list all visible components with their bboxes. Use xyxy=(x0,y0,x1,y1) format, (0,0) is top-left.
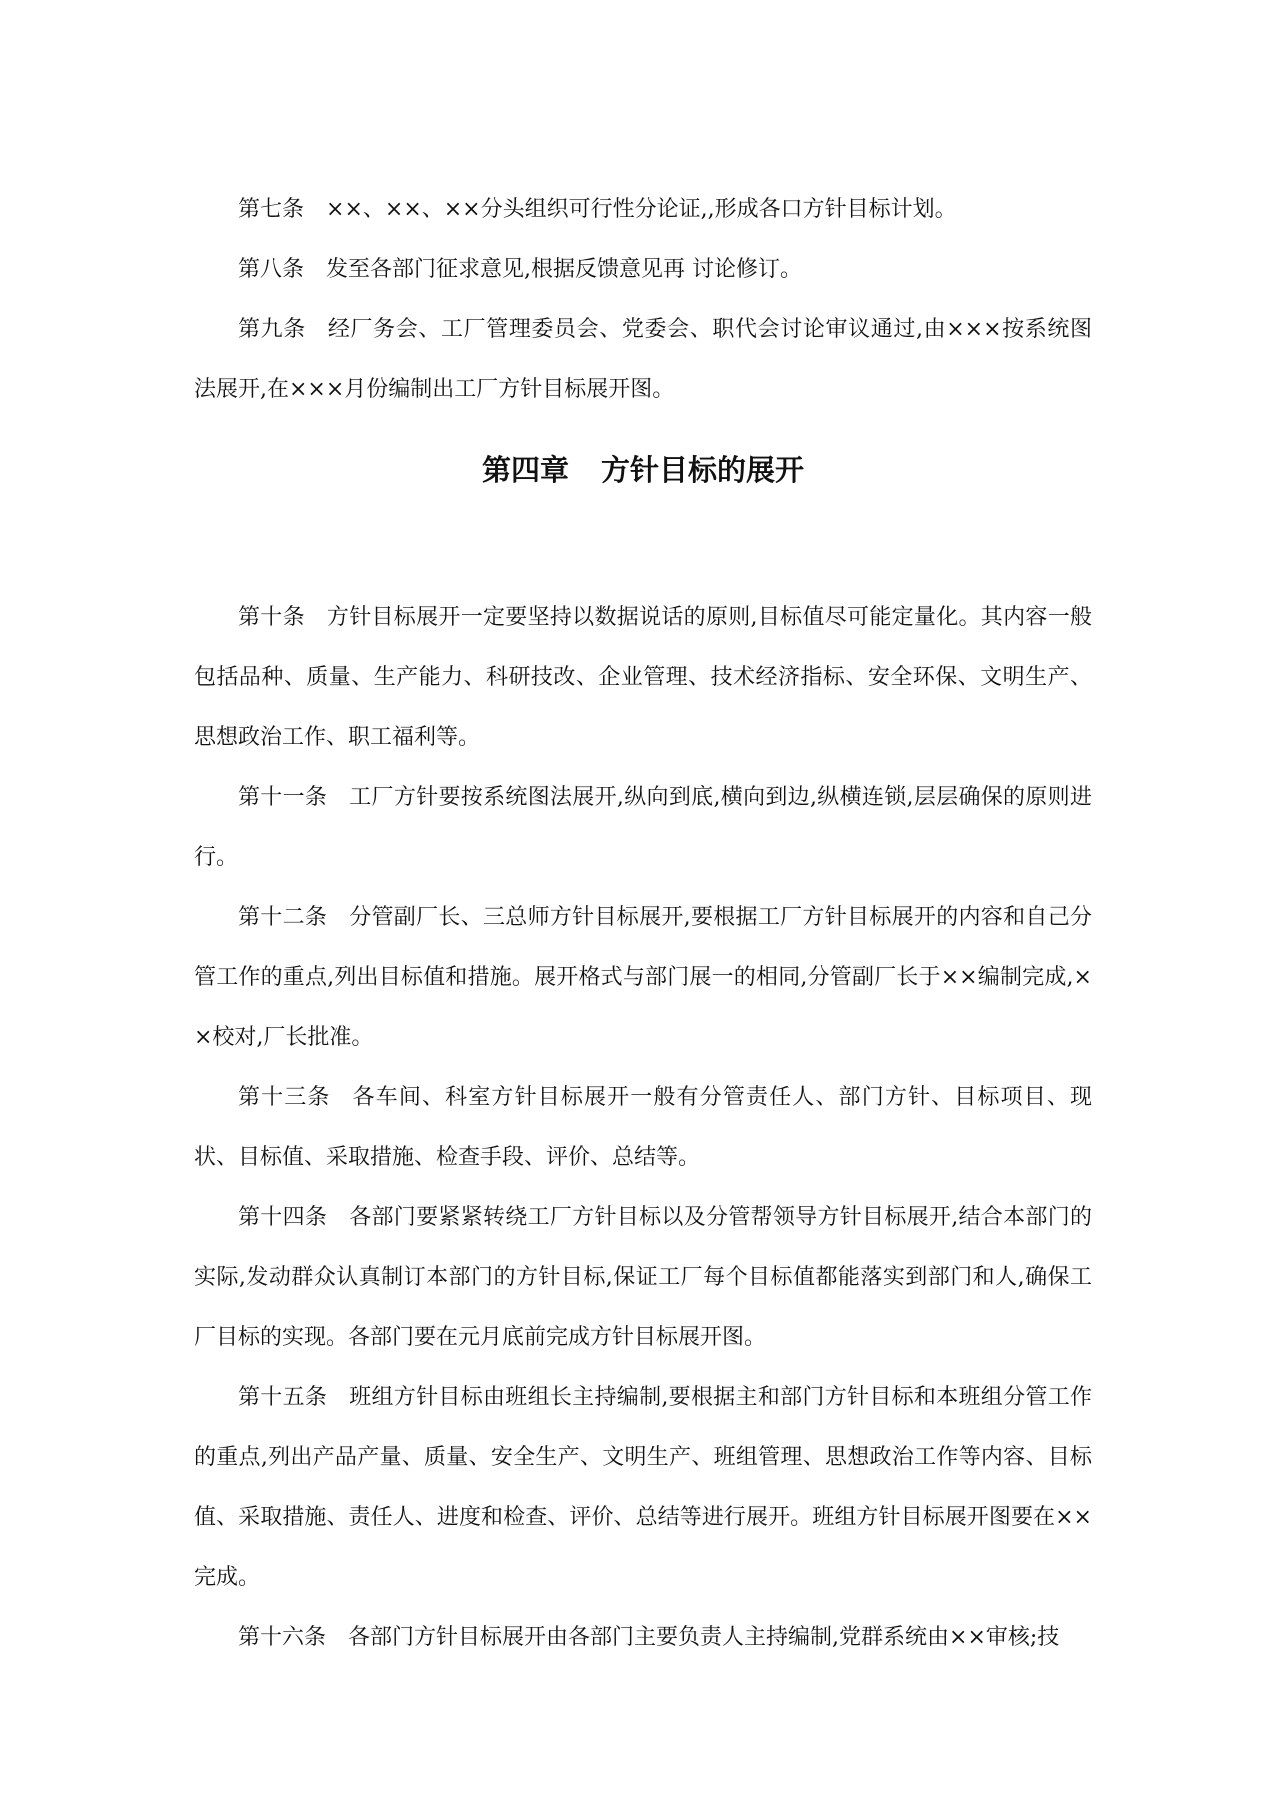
article-text: 分管副厂长、三总师方针目标展开,要根据工厂方针目标展开的内容和自己分管工作的重点,列出目标值和措施。展开格式与部门展一的相同,分管副厂长于××编制完成,××校对,厂长批准。 xyxy=(194,905,1092,1050)
article-number: 第十二条 xyxy=(238,905,328,930)
chapter-title: 方针目标的展开 xyxy=(601,453,805,487)
article-9 xyxy=(194,300,1092,420)
document-body xyxy=(194,180,1092,1668)
article-8 xyxy=(194,240,1092,300)
article-text: 各部门方针目标展开由各部门主要负责人主持编制,党群系统由××审核;技 xyxy=(348,1625,1060,1650)
article-number: 第七条 xyxy=(238,197,305,222)
article-10 xyxy=(194,588,1092,768)
article-number: 第十三条 xyxy=(238,1085,331,1110)
article-number: 第九条 xyxy=(238,317,306,342)
article-text: 方针目标展开一定要坚持以数据说话的原则,目标值尽可能定量化。其内容一般包括品种、质量、生产能力、科研技改、企业管理、技术经济指标、安全环保、文明生产、思想政治工作、职工福利等。 xyxy=(194,605,1092,750)
article-text: 经厂务会、工厂管理委员会、党委会、职代会讨论审议通过,由×××按系统图法展开,在×××月份编制出工厂方针目标展开图。 xyxy=(194,317,1092,402)
article-text: 各车间、科室方针目标展开一般有分管责任人、部门方针、目标项目、现状、目标值、采取措施、检查手段、评价、总结等。 xyxy=(194,1085,1092,1170)
article-text: 班组方针目标由班组长主持编制,要根据主和部门方针目标和本班组分管工作的重点,列出产品产量、质量、安全生产、文明生产、班组管理、思想政治工作等内容、目标值、采取措施、责任人、进度和检查、评价、总结等进行展开。班组方针目标展开图要在××完成。 xyxy=(194,1385,1092,1590)
article-text: ××、××、××分头组织可行性分论证,,形成各口方针目标计划。 xyxy=(326,197,957,222)
chapter-heading xyxy=(194,420,1092,588)
chapter-number: 第四章 xyxy=(481,453,569,487)
article-11 xyxy=(194,768,1092,888)
article-number: 第十四条 xyxy=(238,1205,328,1230)
article-7 xyxy=(194,180,1092,240)
article-text: 各部门要紧紧转绕工厂方针目标以及分管帮领导方针目标展开,结合本部门的实际,发动群众认真制订本部门的方针目标,保证工厂每个目标值都能落实到部门和人,确保工厂目标的实现。各部门要在元月底前完成方针目标展开图。 xyxy=(194,1205,1092,1350)
article-12 xyxy=(194,888,1092,1068)
article-number: 第十条 xyxy=(238,605,305,630)
article-13 xyxy=(194,1068,1092,1188)
article-14 xyxy=(194,1188,1092,1368)
article-number: 第十一条 xyxy=(238,785,328,810)
article-text: 发至各部门征求意见,根据反馈意见再 讨论修订。 xyxy=(326,257,803,282)
article-number: 第十六条 xyxy=(238,1625,327,1650)
article-number: 第八条 xyxy=(238,257,305,282)
article-16 xyxy=(194,1608,1092,1668)
article-15 xyxy=(194,1368,1092,1608)
article-text: 工厂方针要按系统图法展开,纵向到底,横向到边,纵横连锁,层层确保的原则进行。 xyxy=(194,785,1092,870)
article-number: 第十五条 xyxy=(238,1385,328,1410)
